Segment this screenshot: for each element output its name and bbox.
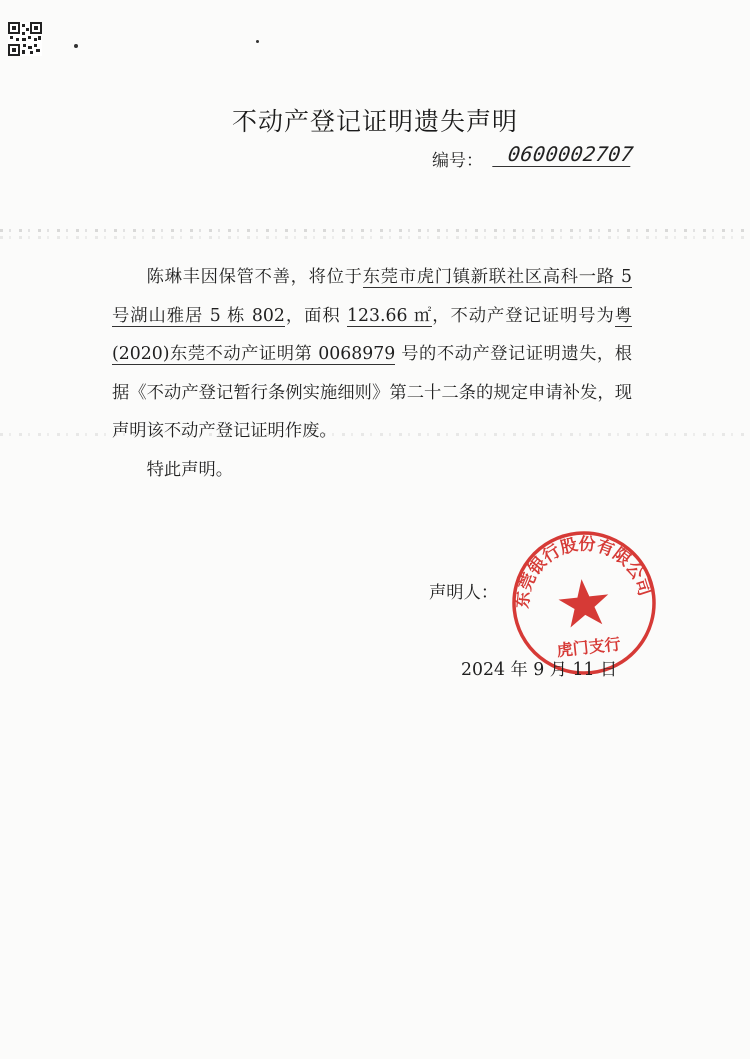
declarant-label: 声明人： (429, 583, 499, 603)
serial-number (432, 142, 636, 171)
date: 2024 年 9 月 11 日 (461, 660, 618, 680)
scan-artifact-line (0, 229, 750, 232)
closing-text: 特此声明。 (146, 459, 234, 480)
statement-body (112, 258, 632, 489)
statement-paragraph (112, 258, 632, 451)
address-line-1: 东莞市虎门镇新联社区 (362, 267, 543, 287)
body-text: ，不动产登记证明号为 (432, 305, 615, 326)
body-text: 因保管不善，将位于 (200, 267, 363, 287)
property-area: 123.66 ㎡ (347, 305, 433, 326)
scan-speck (74, 44, 78, 48)
scan-artifact-line (0, 236, 750, 239)
seal-arc-text: 东莞银行股份有限公司 (512, 534, 655, 610)
body-text: ，面积 (284, 305, 348, 326)
qr-code-icon (8, 22, 42, 56)
scan-speck (256, 40, 259, 43)
seal-subtext: 虎门支行 (555, 634, 622, 661)
certificate-number: 粤(2020)东莞不动产证明第 0068979 (112, 305, 632, 364)
body-text: 号的不动产登记证明遗失，根据《不动产登记暂行条例实施细则》第二十二条的规定申请补发，现声明该不动产登记证明作废。 (112, 344, 632, 441)
owner-name: 陈琳丰 (146, 267, 201, 287)
serial-value: 0600002707 (492, 142, 634, 167)
page-title: 不动产登记证明遗失声明 (231, 107, 518, 136)
address-line-2: 高科一路 5 号湖山雅居 5 栋 802 (112, 267, 632, 326)
serial-label: 编号： (432, 151, 483, 171)
